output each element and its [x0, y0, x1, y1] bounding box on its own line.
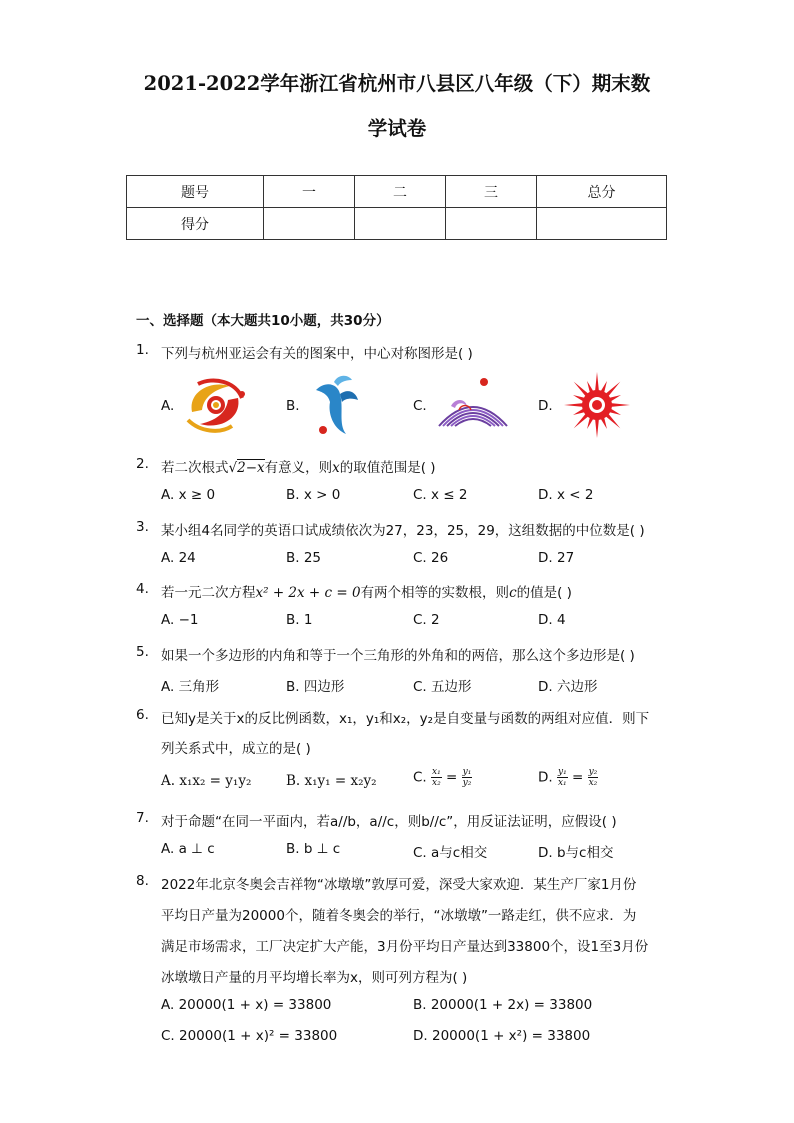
question-4-text [161, 581, 572, 601]
sun-ray [605, 413, 620, 428]
q8-option-c: C. 20000(1 + x)² = 33800 [161, 1028, 338, 1044]
title-line1: 2021-2022学年浙江省杭州市八县区八年级（下）期末数 [143, 72, 651, 95]
equals-sign: = [446, 769, 458, 786]
header-cell: 二 [355, 176, 446, 208]
denominator: y₂ [462, 778, 472, 788]
q3-option-d: D. 27 [538, 550, 575, 566]
q4-pre: 若一元二次方程 [161, 585, 256, 601]
q4-option-a: A. −1 [161, 612, 199, 628]
question-number: 1. [136, 342, 149, 358]
title-line2: 学试卷 [367, 117, 427, 140]
q2-option-a: A. x ≥ 0 [161, 487, 216, 503]
score-cell [446, 208, 537, 240]
header-cell: 三 [446, 176, 537, 208]
sun-ray [595, 419, 599, 438]
sqrt-symbol: √ [228, 460, 238, 476]
sun-logo-image [563, 371, 631, 439]
q3-option-a: A. 24 [161, 550, 196, 566]
q2-option-c: C. x ≤ 2 [413, 487, 468, 503]
q4-equation: x² + 2x + c = 0 [255, 585, 361, 601]
sun-ray [611, 403, 630, 407]
q8-option-a: A. 20000(1 + x) = 33800 [161, 997, 332, 1013]
score-cell: 得分 [127, 208, 264, 240]
q1-option-a-label: A. [161, 398, 175, 414]
score-table-score-row [127, 208, 667, 240]
q7-option-b: B. b ⊥ c [286, 841, 341, 857]
q4-post2: 的值是( ) [516, 585, 572, 601]
fraction [431, 767, 442, 788]
question-number: 7. [136, 810, 149, 826]
score-cell [355, 208, 446, 240]
q7-option-c: C. a与c相交 [413, 845, 488, 861]
wave-logo-image [437, 376, 509, 434]
question-8-line1: 2022年北京冬奥会吉祥物“冰墩墩”敦厚可爱，深受大家欢迎．某生产厂家1月份 [161, 877, 637, 893]
dolphin-logo-image [308, 372, 363, 438]
question-number: 5. [136, 644, 149, 660]
question-1-text: 下列与杭州亚运会有关的图案中，中心对称图形是( ) [161, 346, 473, 362]
q2-radicand: 2−x [237, 460, 265, 476]
q6-option-c [413, 767, 472, 788]
question-number: 6. [136, 707, 149, 723]
q6-option-d-label: D. [538, 769, 553, 786]
q2-post2: 的取值范围是( ) [339, 460, 436, 476]
sun-ray [574, 413, 589, 428]
fraction [462, 767, 473, 788]
q5-option-c: C. 五边形 [413, 679, 472, 695]
question-number: 8. [136, 873, 149, 889]
denominator: x₁ [557, 778, 567, 788]
q5-option-a: A. 三角形 [161, 679, 220, 695]
q4-option-d: D. 4 [538, 612, 566, 628]
header-cell: 题号 [127, 176, 264, 208]
header-cell: 一 [264, 176, 355, 208]
q4-var: c [509, 585, 517, 601]
q2-pre: 若二次根式 [161, 460, 229, 476]
question-7-text: 对于命题“在同一平面内，若a//b，a//c，则b//c”，用反证法证明，应假设( ) [161, 814, 617, 830]
q6-option-d [538, 767, 598, 788]
numerator: y₁ [462, 767, 472, 777]
denominator: x₂ [432, 778, 441, 788]
q1-option-d-label: D. [538, 398, 553, 414]
question-number: 4. [136, 581, 149, 597]
numerator: y₁ [557, 767, 567, 777]
q3-option-c: C. 26 [413, 550, 449, 566]
q6-option-c-label: C. [413, 769, 427, 786]
question-2-text [161, 456, 436, 476]
sun-ray [595, 372, 599, 391]
sun-ray [564, 403, 583, 407]
q1-option-c-label: C. [413, 398, 427, 414]
q7-option-a: A. a ⊥ c [161, 841, 215, 857]
sun-ray [574, 382, 589, 397]
q2-option-b: B. x > 0 [286, 487, 341, 503]
q7-option-d: D. b与c相交 [538, 845, 614, 861]
q3-option-b: B. 25 [286, 550, 322, 566]
question-8-line4: 冰墩墩日产量的月平均增长率为x，则可列方程为( ) [161, 970, 468, 986]
question-number: 2. [136, 456, 149, 472]
question-6-line2: 列关系式中，成立的是( ) [161, 741, 311, 757]
score-cell [264, 208, 355, 240]
fraction [588, 767, 599, 788]
question-8-line3: 满足市场需求，工厂决定扩大产能，3月份平均日产量达到33800个，设1至3月份 [161, 939, 649, 955]
q5-option-b: B. 四边形 [286, 679, 345, 695]
section-heading: 一、选择题（本大题共10小题，共30分） [136, 313, 390, 329]
score-cell [537, 208, 667, 240]
question-5-text: 如果一个多边形的内角和等于一个三角形的外角和的两倍，那么这个多边形是( ) [161, 648, 635, 664]
numerator: y₂ [588, 767, 598, 777]
question-3-text: 某小组4名同学的英语口试成绩依次为27，23，25，29，这组数据的中位数是( ) [161, 523, 645, 539]
fraction [557, 767, 568, 788]
q2-option-d: D. x < 2 [538, 487, 594, 503]
score-table-header-row [127, 176, 667, 208]
question-number: 3. [136, 519, 149, 535]
q2-var: x [332, 460, 340, 476]
header-cell: 总分 [537, 176, 667, 208]
swirl-logo-image [180, 374, 250, 436]
q4-post: 有两个相等的实数根，则 [360, 585, 510, 601]
question-8-line2: 平均日产量为20000个，随着冬奥会的举行，“冰墩墩”一路走红，供不应求．为 [161, 908, 637, 924]
q6-option-a: A. x₁x₂ = y₁y₂ [161, 773, 252, 789]
q6-option-b: B. x₁y₁ = x₂y₂ [286, 773, 377, 789]
score-table [126, 175, 667, 240]
q5-option-d: D. 六边形 [538, 679, 598, 695]
sun-ray [605, 382, 620, 397]
denominator: x₂ [588, 778, 598, 788]
q8-option-b: B. 20000(1 + 2x) = 33800 [413, 997, 593, 1013]
numerator: x₁ [432, 767, 441, 777]
q4-option-b: B. 1 [286, 612, 313, 628]
question-6-line1: 已知y是关于x的反比例函数，x₁，y₁和x₂，y₂是自变量与函数的两组对应值．则下 [161, 711, 650, 727]
q2-post: 有意义，则 [264, 460, 333, 476]
q4-option-c: C. 2 [413, 612, 440, 628]
q8-option-d: D. 20000(1 + x²) = 33800 [413, 1028, 591, 1044]
equals-sign: = [571, 769, 584, 786]
q1-option-b-label: B. [286, 398, 300, 414]
